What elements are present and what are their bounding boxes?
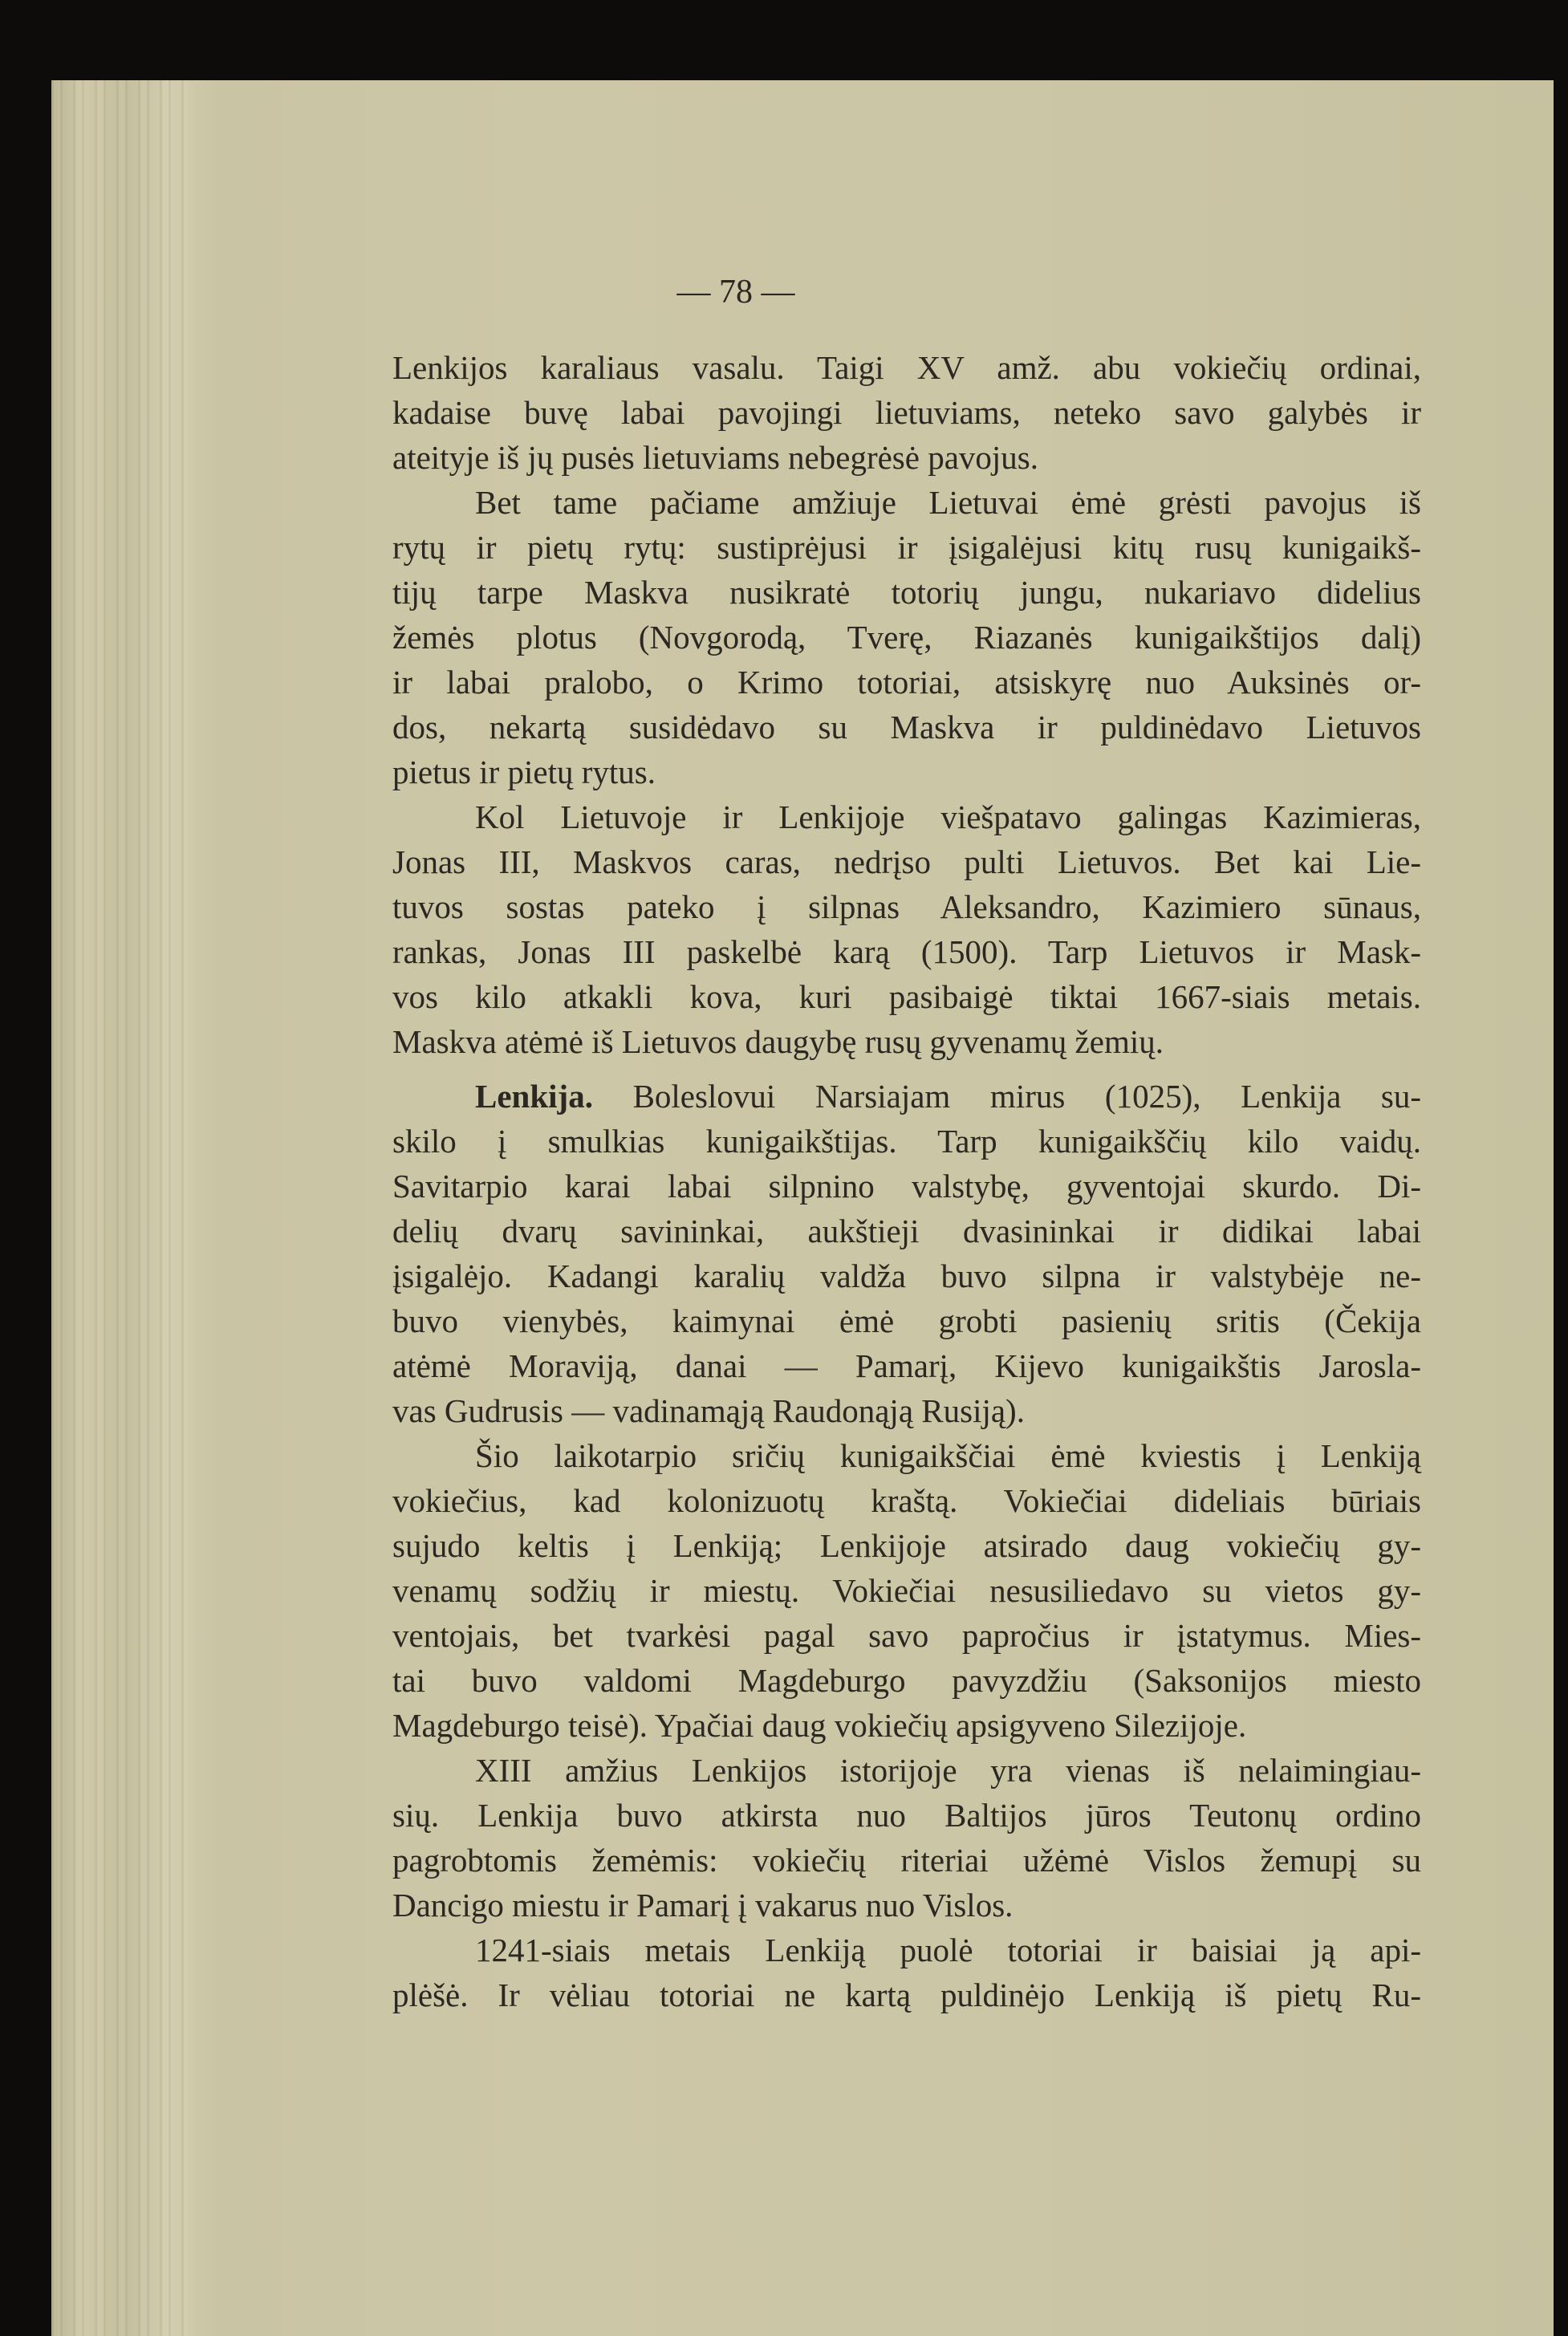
text-line: įsigalėjo. Kadangi karalių valdža buvo silpna ir valstybėje ne- bbox=[392, 1257, 1421, 1294]
text-line: tuvos sostas pateko į silpnas Aleksandro, Kazimiero sūnaus, bbox=[392, 888, 1421, 925]
text-line: dos, nekartą susidėdavo su Maskva ir puldinėdavo Lietuvos bbox=[392, 709, 1421, 745]
body-text bbox=[392, 345, 1421, 2017]
text-line: Kol Lietuvoje ir Lenkijoje viešpatavo galingas Kazimieras, bbox=[475, 798, 1421, 835]
text-line: venamų sodžių ir miestų. Vokiečiai nesusiliedavo su vietos gy- bbox=[392, 1572, 1421, 1609]
text-line bbox=[392, 1074, 1421, 1119]
page-number-text: — 78 — bbox=[676, 274, 795, 311]
paragraph bbox=[392, 794, 1421, 1064]
text-line: kadaise buvę labai pavojingi lietuviams, neteko savo galybės ir bbox=[392, 394, 1421, 431]
text-line: plėšė. Ir vėliau totoriai ne kartą puldinėjo Lenkiją iš pietų Ru- bbox=[392, 1976, 1421, 2013]
text-line: žemės plotus (Novgorodą, Tverę, Riazanės kunigaikštijos dalį) bbox=[392, 619, 1421, 656]
text-line: Jonas III, Maskvos caras, nedrįso pulti Lietuvos. Bet kai Lie- bbox=[392, 843, 1421, 880]
paragraph bbox=[392, 480, 1421, 794]
text-line: buvo vienybės, kaimynai ėmė grobti pasienių sritis (Čekija bbox=[392, 1302, 1421, 1339]
text-line: sujudo keltis į Lenkiją; Lenkijoje atsirado daug vokiečių gy- bbox=[392, 1527, 1421, 1564]
text-line: ateityje iš jų pusės lietuviams nebegrėsė pavojus. bbox=[392, 439, 1039, 476]
paragraph bbox=[392, 1928, 1421, 2017]
text-line: vos kilo atkakli kova, kuri pasibaigė tiktai 1667-siais metais. bbox=[392, 978, 1421, 1015]
text-line: ventojais, bet tvarkėsi pagal savo papročius ir įstatymus. Mies- bbox=[392, 1617, 1421, 1654]
text-line: XIII amžius Lenkijos istorijoje yra vienas iš nelaimingiau- bbox=[475, 1752, 1421, 1789]
text-line: pagrobtomis žemėmis: vokiečių riteriai užėmė Vislos žemupį su bbox=[392, 1842, 1421, 1879]
paragraph bbox=[392, 345, 1421, 480]
text-line: Maskva atėmė iš Lietuvos daugybę rusų gyvenamų žemių. bbox=[392, 1023, 1164, 1060]
text-line: delių dvarų savininkai, aukštieji dvasininkai ir didikai labai bbox=[392, 1213, 1421, 1249]
paragraph bbox=[392, 1748, 1421, 1928]
text-line: rytų ir pietų rytų: sustiprėjusi ir įsigalėjusi kitų rusų kunigaikš- bbox=[392, 529, 1421, 566]
text-line: Lenkijos karaliaus vasalu. Taigi XV amž. abu vokiečių ordinai, bbox=[392, 349, 1421, 386]
text-line: pietus ir pietų rytus. bbox=[392, 754, 656, 790]
line-text: Boleslovui Narsiajam mirus (1025), Lenkija su- bbox=[632, 1078, 1422, 1115]
text-line: atėmė Moraviją, danai — Pamarį, Kijevo kunigaikštis Jarosla- bbox=[392, 1347, 1421, 1384]
text-line: Savitarpio karai labai silpnino valstybę, gyventojai skurdo. Di- bbox=[392, 1168, 1421, 1205]
text-line: 1241-siais metais Lenkiją puolė totoriai ir baisiai ją api- bbox=[475, 1932, 1421, 1968]
binding-gutter bbox=[51, 80, 188, 2336]
text-line: Magdeburgo teisė). Ypačiai daug vokiečių apsigyveno Silezijoje. bbox=[392, 1707, 1247, 1744]
text-line: ir labai pralobo, o Krimo totoriai, atsiskyrę nuo Auksinės or- bbox=[392, 664, 1421, 701]
text-line: vas Gudrusis — vadinamąją Raudonąją Rusiją). bbox=[392, 1392, 1025, 1429]
text-line: skilo į smulkias kunigaikštijas. Tarp kunigaikščių kilo vaidų. bbox=[392, 1123, 1421, 1160]
page-number bbox=[0, 273, 1568, 311]
paragraph bbox=[392, 1433, 1421, 1748]
text-line: Dancigo miestu ir Pamarį į vakarus nuo Vislos. bbox=[392, 1887, 1014, 1924]
text-line: vokiečius, kad kolonizuotų kraštą. Vokiečiai dideliais būriais bbox=[392, 1482, 1421, 1519]
text-line: Bet tame pačiame amžiuje Lietuvai ėmė grėsti pavojus iš bbox=[475, 484, 1421, 521]
text-line: Šio laikotarpio sričių kunigaikščiai ėmė kviestis į Lenkiją bbox=[475, 1437, 1421, 1474]
section-heading: Lenkija. bbox=[475, 1078, 593, 1115]
text-line: sių. Lenkija buvo atkirsta nuo Baltijos jūros Teutonų ordino bbox=[392, 1797, 1421, 1834]
text-line: tijų tarpe Maskva nusikratė totorių jungu, nukariavo didelius bbox=[392, 574, 1421, 611]
paragraph bbox=[392, 1074, 1421, 1433]
text-line: tai buvo valdomi Magdeburgo pavyzdžiu (Saksonijos miesto bbox=[392, 1662, 1421, 1699]
text-line: rankas, Jonas III paskelbė karą (1500). Tarp Lietuvos ir Mask- bbox=[392, 933, 1421, 970]
